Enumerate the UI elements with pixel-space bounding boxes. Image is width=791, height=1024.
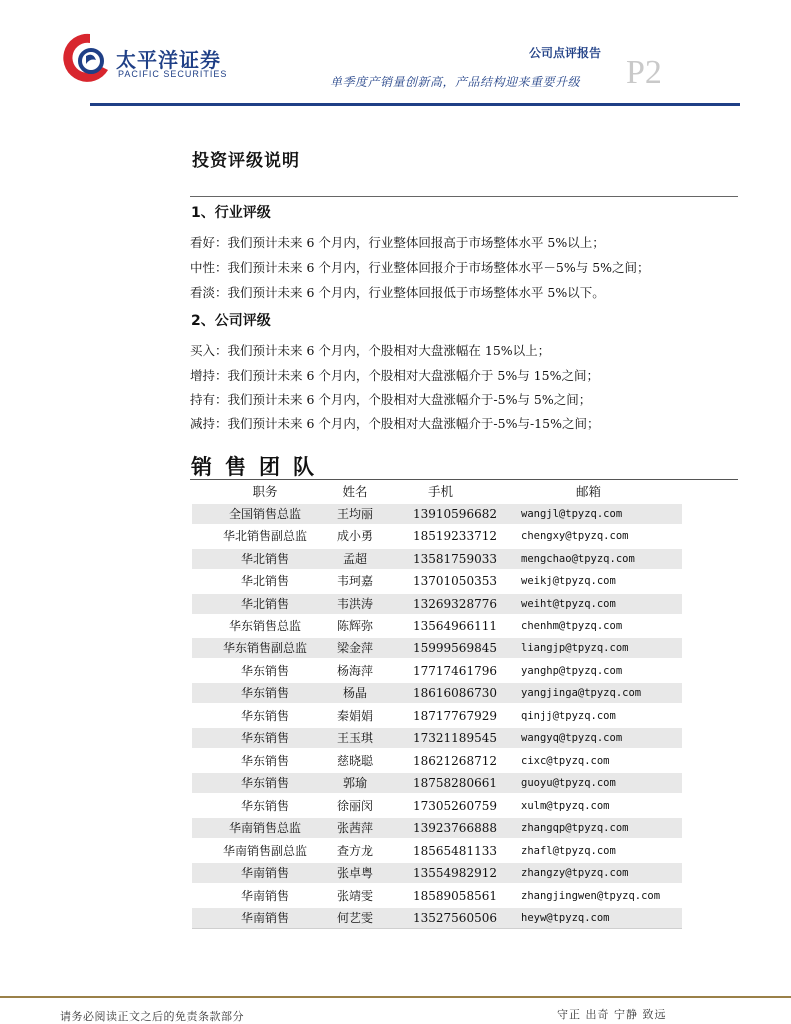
cell-role: 华北销售: [240, 574, 289, 588]
table-row: [192, 661, 682, 681]
cell-name: 何艺雯: [336, 911, 373, 925]
cell-phone: 13527560506: [413, 911, 497, 925]
footer-divider: [0, 996, 791, 998]
cell-role: 华东销售总监: [228, 619, 301, 633]
table-row: [192, 549, 682, 569]
cell-role: 全国销售总监: [228, 507, 301, 521]
cell-email: xulm@tpyzq.com: [521, 800, 610, 812]
table-row: [192, 526, 682, 546]
table-row: [192, 796, 682, 816]
table-row: [192, 908, 682, 928]
cell-name: 张茜萍: [336, 821, 373, 835]
cell-role: 华东销售: [240, 709, 289, 723]
header-role: 职务: [252, 484, 278, 499]
cell-email: yanghp@tpyzq.com: [521, 665, 623, 677]
cell-phone: 15999569845: [413, 641, 497, 655]
cell-email: zhangzy@tpyzq.com: [521, 867, 629, 879]
cell-email: mengchao@tpyzq.com: [521, 553, 635, 565]
cell-email: heyw@tpyzq.com: [521, 912, 610, 924]
page-label: P2: [626, 54, 662, 91]
table-row: [192, 638, 682, 658]
cell-name: 张卓粤: [336, 866, 373, 880]
cell-email: wangyq@tpyzq.com: [521, 732, 623, 744]
cell-phone: 13701050353: [413, 574, 497, 588]
cell-phone: 13923766888: [413, 821, 497, 835]
cell-phone: 18589058561: [413, 889, 497, 903]
cell-phone: 18758280661: [413, 776, 497, 790]
cell-email: cixc@tpyzq.com: [521, 755, 610, 767]
cell-name: 杨晶: [342, 686, 367, 700]
industry-rating-positive: 看好：我们预计未来 6 个月内，行业整体回报高于市场整体水平 5%以上；: [190, 235, 605, 250]
cell-role: 华东销售: [240, 731, 289, 745]
cell-email: yangjinga@tpyzq.com: [521, 687, 642, 699]
footer-disclaimer: 请务必阅读正文之后的免责条款部分: [60, 1010, 244, 1023]
cell-email: zhangjingwen@tpyzq.com: [521, 890, 661, 902]
company-rating-buy: 买入：我们预计未来 6 个月内，个股相对大盘涨幅在 15%以上；: [190, 343, 551, 358]
company-rating-title: 2、公司评级: [191, 313, 271, 329]
cell-phone: 17321189545: [413, 731, 497, 745]
table-row: [192, 773, 682, 793]
cell-name: 梁金萍: [336, 641, 373, 655]
sales-team-title: 销售团队: [191, 455, 327, 479]
cell-role: 华东销售: [240, 799, 289, 813]
cell-email: chengxy@tpyzq.com: [521, 530, 629, 542]
table-row: [192, 683, 682, 703]
cell-email: weiht@tpyzq.com: [521, 598, 616, 610]
cell-name: 张靖雯: [336, 889, 373, 903]
header-divider: [90, 103, 740, 106]
cell-phone: 18519233712: [413, 529, 497, 543]
cell-name: 徐丽闵: [336, 799, 373, 813]
company-rating-overweight: 增持：我们预计未来 6 个月内，个股相对大盘涨幅介于 5%与 15%之间；: [190, 368, 599, 383]
cell-phone: 13910596682: [413, 507, 497, 521]
cell-name: 孟超: [342, 552, 367, 566]
cell-role: 华南销售: [240, 889, 289, 903]
cell-email: zhafl@tpyzq.com: [521, 845, 616, 857]
cell-name: 王玉琪: [336, 731, 373, 745]
cell-role: 华北销售: [240, 552, 289, 566]
report-type: 公司点评报告: [529, 46, 602, 60]
cell-role: 华南销售: [240, 911, 289, 925]
cell-name: 查方龙: [336, 844, 373, 858]
rating-divider: [190, 196, 738, 197]
logo-chinese-name: 太平洋证券: [116, 48, 221, 72]
logo-english-name: PACIFIC SECURITIES: [118, 69, 228, 79]
report-title: 单季度产销量创新高，产品结构迎来重要升级: [330, 75, 581, 89]
cell-role: 华南销售: [240, 866, 289, 880]
header-name: 姓名: [342, 484, 368, 499]
cell-role: 华南销售副总监: [222, 844, 307, 858]
table-row: [192, 863, 682, 883]
table-row: [192, 594, 682, 614]
cell-email: wangjl@tpyzq.com: [521, 508, 623, 520]
table-row: [192, 728, 682, 748]
header-email: 邮箱: [576, 484, 602, 499]
cell-name: 杨海萍: [336, 664, 373, 678]
cell-role: 华南销售总监: [228, 821, 301, 835]
cell-email: guoyu@tpyzq.com: [521, 777, 616, 789]
pacific-securities-logo-icon: [60, 30, 112, 86]
industry-rating-neutral: 中性：我们预计未来 6 个月内，行业整体回报介于市场整体水平－5%与 5%之间；: [190, 260, 650, 275]
cell-name: 慈晓聪: [336, 754, 373, 768]
cell-role: 华东销售: [240, 664, 289, 678]
cell-name: 韦珂嘉: [336, 574, 373, 588]
cell-phone: 13269328776: [413, 597, 497, 611]
cell-role: 华东销售: [240, 776, 289, 790]
cell-phone: 17305260759: [413, 799, 497, 813]
cell-phone: 13581759033: [413, 552, 497, 566]
table-row: [192, 616, 682, 636]
cell-phone: 13564966111: [413, 619, 497, 633]
table-row: [192, 751, 682, 771]
cell-name: 王均丽: [336, 507, 373, 521]
cell-role: 华东销售: [240, 754, 289, 768]
cell-email: zhangqp@tpyzq.com: [521, 822, 629, 834]
header-phone: 手机: [428, 484, 454, 499]
cell-phone: 18621268712: [413, 754, 497, 768]
cell-name: 韦洪涛: [336, 597, 373, 611]
cell-email: liangjp@tpyzq.com: [521, 642, 629, 654]
cell-role: 华东销售副总监: [222, 641, 307, 655]
rating-section-title: 投资评级说明: [192, 151, 300, 171]
table-row: [192, 571, 682, 591]
cell-name: 郭瑜: [342, 776, 367, 790]
cell-name: 成小勇: [336, 529, 373, 543]
industry-rating-title: 1、行业评级: [191, 205, 271, 221]
cell-role: 华北销售副总监: [222, 529, 307, 543]
cell-email: weikj@tpyzq.com: [521, 575, 616, 587]
cell-phone: 13554982912: [413, 866, 497, 880]
company-rating-reduce: 减持：我们预计未来 6 个月内，个股相对大盘涨幅介于-5%与-15%之间；: [190, 416, 600, 431]
footer-motto: 守正 出奇 宁静 致远: [557, 1008, 667, 1021]
cell-name: 秦娟娟: [336, 709, 373, 723]
cell-role: 华东销售: [240, 686, 289, 700]
table-row: [192, 706, 682, 726]
cell-phone: 18717767929: [413, 709, 497, 723]
table-row: [192, 818, 682, 838]
industry-rating-negative: 看淡：我们预计未来 6 个月内，行业整体回报低于市场整体水平 5%以下。: [190, 285, 605, 300]
table-bottom-border: [192, 928, 682, 929]
table-row: [192, 886, 682, 906]
cell-name: 陈辉弥: [336, 619, 373, 633]
cell-phone: 17717461796: [413, 664, 497, 678]
cell-phone: 18565481133: [413, 844, 497, 858]
table-row: [192, 841, 682, 861]
cell-email: chenhm@tpyzq.com: [521, 620, 623, 632]
cell-email: qinjj@tpyzq.com: [521, 710, 616, 722]
company-rating-hold: 持有：我们预计未来 6 个月内，个股相对大盘涨幅介于-5%与 5%之间；: [190, 392, 592, 407]
cell-role: 华北销售: [240, 597, 289, 611]
sales-table-header: [192, 480, 682, 504]
table-row: [192, 504, 682, 524]
cell-phone: 18616086730: [413, 686, 497, 700]
